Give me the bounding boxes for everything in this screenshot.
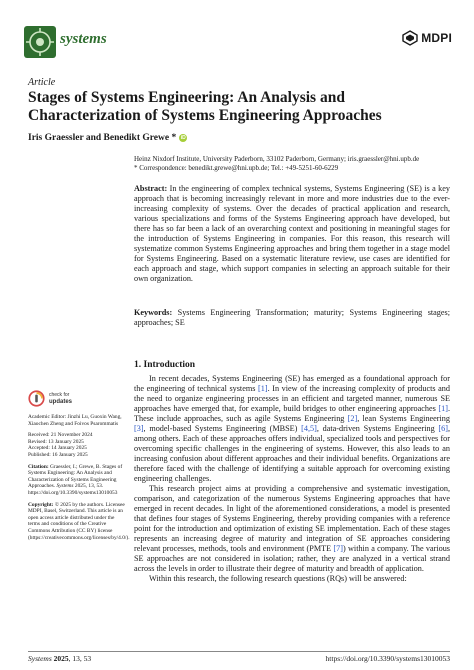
- orcid-icon[interactable]: iD: [180, 135, 186, 141]
- text-run: , lean Systems Engineering: [357, 414, 450, 423]
- updates-line1: check for: [49, 391, 70, 398]
- footer-journal: Systems: [28, 654, 52, 663]
- section-heading: 1. Introduction: [134, 360, 196, 370]
- dates-block: [28, 432, 126, 458]
- publisher-name: MDPI: [421, 31, 452, 45]
- text-run: . These include approaches, such as agile Systems Engineering: [134, 404, 450, 423]
- citation-link[interactable]: [1]: [258, 384, 268, 393]
- abstract-text: In the engineering of complex technical systems, Systems Engineering (SE) is a key approach that is becoming increasingly relevant in more and more industries due to the ever-increasing complexity of systems. Over the decades of practical application and research, various specializations and forms of the Systems Engineering approach have developed, but there has so far been a lack of an overarching context and positioning in meaningful stages for the introduction of Systems Engineering in companies. For this reason, this research will systematize common Systems Engineering approaches and bring them together in a stage model for Systems Engineering. Based on a systematic literature review, use cases are identified for each approach and stage, which support companies in selecting an approach suitable for their own organization.: [134, 184, 451, 283]
- keywords-text: Systems Engineering Transformation; maturity; Systems Engineering stages; approaches; SE: [134, 308, 450, 327]
- copyright-label: Copyright:: [28, 501, 54, 508]
- copyright-block: [28, 501, 130, 542]
- date-revised: Revised: 13 January 2025: [28, 438, 84, 445]
- citation-link[interactable]: [1]: [438, 404, 448, 413]
- copyright-text: © 2025 by the authors. Licensee MDPI, Basel, Switzerland. This article is an open access article distributed under the terms and conditions of the Creative Commons Attribution (CC BY) license (https://creativecommons.org/licenses/by/4.0/).: [28, 501, 130, 541]
- citation-journal: Systems: [56, 483, 74, 490]
- date-published: Published: 16 January 2025: [28, 451, 88, 458]
- citation-block: [28, 464, 126, 497]
- mdpi-logo-icon: [402, 30, 418, 46]
- text-run: , among others. Each of these approaches offers individual, specialized tools and perspectives for overcoming specific challenges in the engineering of systems. However, this also leads to an increasing confusion about different approaches and their individual benefits. Organizations are therefore faced with the challenge of identifying a suitable approach for overcoming existing engineering challenges.: [134, 424, 450, 483]
- abstract: [134, 184, 450, 284]
- citation-link[interactable]: [7]: [333, 544, 343, 553]
- keywords: [134, 308, 450, 328]
- paragraph-2: [134, 484, 450, 574]
- article-title: Stages of Systems Engineering: An Analysis and Characterization of Systems Engineering Approaches: [28, 89, 382, 124]
- sidebar: [28, 390, 130, 546]
- text-run: ) within a company. The various SE approaches are not considered in isolation; rather, they are analyzed in a vertical strand across the levels in order to illustrate their degree of maturity and breadth of application.: [134, 544, 450, 573]
- keywords-label: Keywords:: [134, 308, 173, 317]
- updates-line2: updates: [49, 398, 73, 405]
- text-run: , model-based Systems Engineering (MBSE): [143, 424, 302, 433]
- article-type: Article: [28, 77, 56, 88]
- correspondence-line: * Correspondence: benedikt.grewe@hni.upb.de; Tel.: +49-5251-60-6229: [134, 164, 339, 172]
- paragraph-1: [134, 374, 450, 484]
- citation-label: Citation:: [28, 463, 49, 470]
- author-list: [28, 133, 187, 143]
- affiliation-line: Heinz Nixdorf Institute, University Paderborn, 33102 Paderborn, Germany; iris.graessler@hni.upb.de: [134, 155, 420, 163]
- citation-volume[interactable]: 2025, 13, 53. https://doi.org/10.3390/systems13010053: [28, 483, 118, 496]
- footer-doi-link[interactable]: https://doi.org/10.3390/systems13010053: [325, 654, 450, 663]
- date-accepted: Accepted: 14 January 2025: [28, 445, 87, 452]
- citation-link[interactable]: [4,5]: [301, 424, 317, 433]
- publisher-logo: [402, 28, 452, 48]
- citation-text: Graessler, I.; Grewe, B. Stages of Systems Engineering: An Analysis and Characterization of Systems Engineering Approaches.: [28, 463, 123, 490]
- paragraph-3: Within this research, the following research questions (RQs) will be answered:: [149, 574, 407, 583]
- journal-name: systems: [60, 31, 107, 47]
- updates-icon: [28, 390, 45, 407]
- academic-editors: Academic Editor: Jinzhi Lu, Guoxin Wang, Xiaochen Zheng and Foivos Psarommatis: [28, 414, 122, 427]
- footer-divider: [28, 651, 450, 652]
- authors-text: Iris Graessler and Benedikt Grewe *: [28, 133, 177, 143]
- footer-volume: , 13, 53: [68, 654, 92, 663]
- date-received: Received: 21 November 2024: [28, 432, 93, 439]
- text-run: In recent decades, Systems Engineering (SE) has emerged as a foundational approach for the engineering of technical systems: [134, 374, 450, 393]
- text-run: , data-driven Systems Engineering: [316, 424, 439, 433]
- citation-link[interactable]: [2]: [347, 414, 358, 423]
- abstract-label: Abstract:: [134, 184, 168, 193]
- journal-logo-icon: [24, 26, 56, 58]
- citation-link[interactable]: [6]: [438, 424, 448, 433]
- citation-link[interactable]: [3]: [134, 424, 144, 433]
- text-run: . In view of the increasing complexity of products and the need to organize engineering processes in an efficient and targeted manner, numerous SE approaches have emerged that, for example, build bridges to other engineering approaches: [134, 384, 450, 413]
- footer-year: 2025: [53, 654, 69, 663]
- text-run: This research project aims at providing a comprehensive and systematic investigation, comparison, and categorization of the numerous Systems Engineering approaches that have emerged in recent decades. In light of the aforementioned considerations, a model is presented that defines four stages of Systems Engineering, thereby providing companies with a reference point for the introduction and optimization of existing SE implementation. Each of these stages represents an increasing degree of maturity and integration of SE approaches considering relevant processes, methods, tools and environment (PMTE: [134, 484, 450, 553]
- footer-citation: [28, 654, 91, 663]
- affiliation: [134, 155, 464, 173]
- intro-body: [134, 374, 450, 584]
- check-for-updates-badge[interactable]: [28, 390, 126, 407]
